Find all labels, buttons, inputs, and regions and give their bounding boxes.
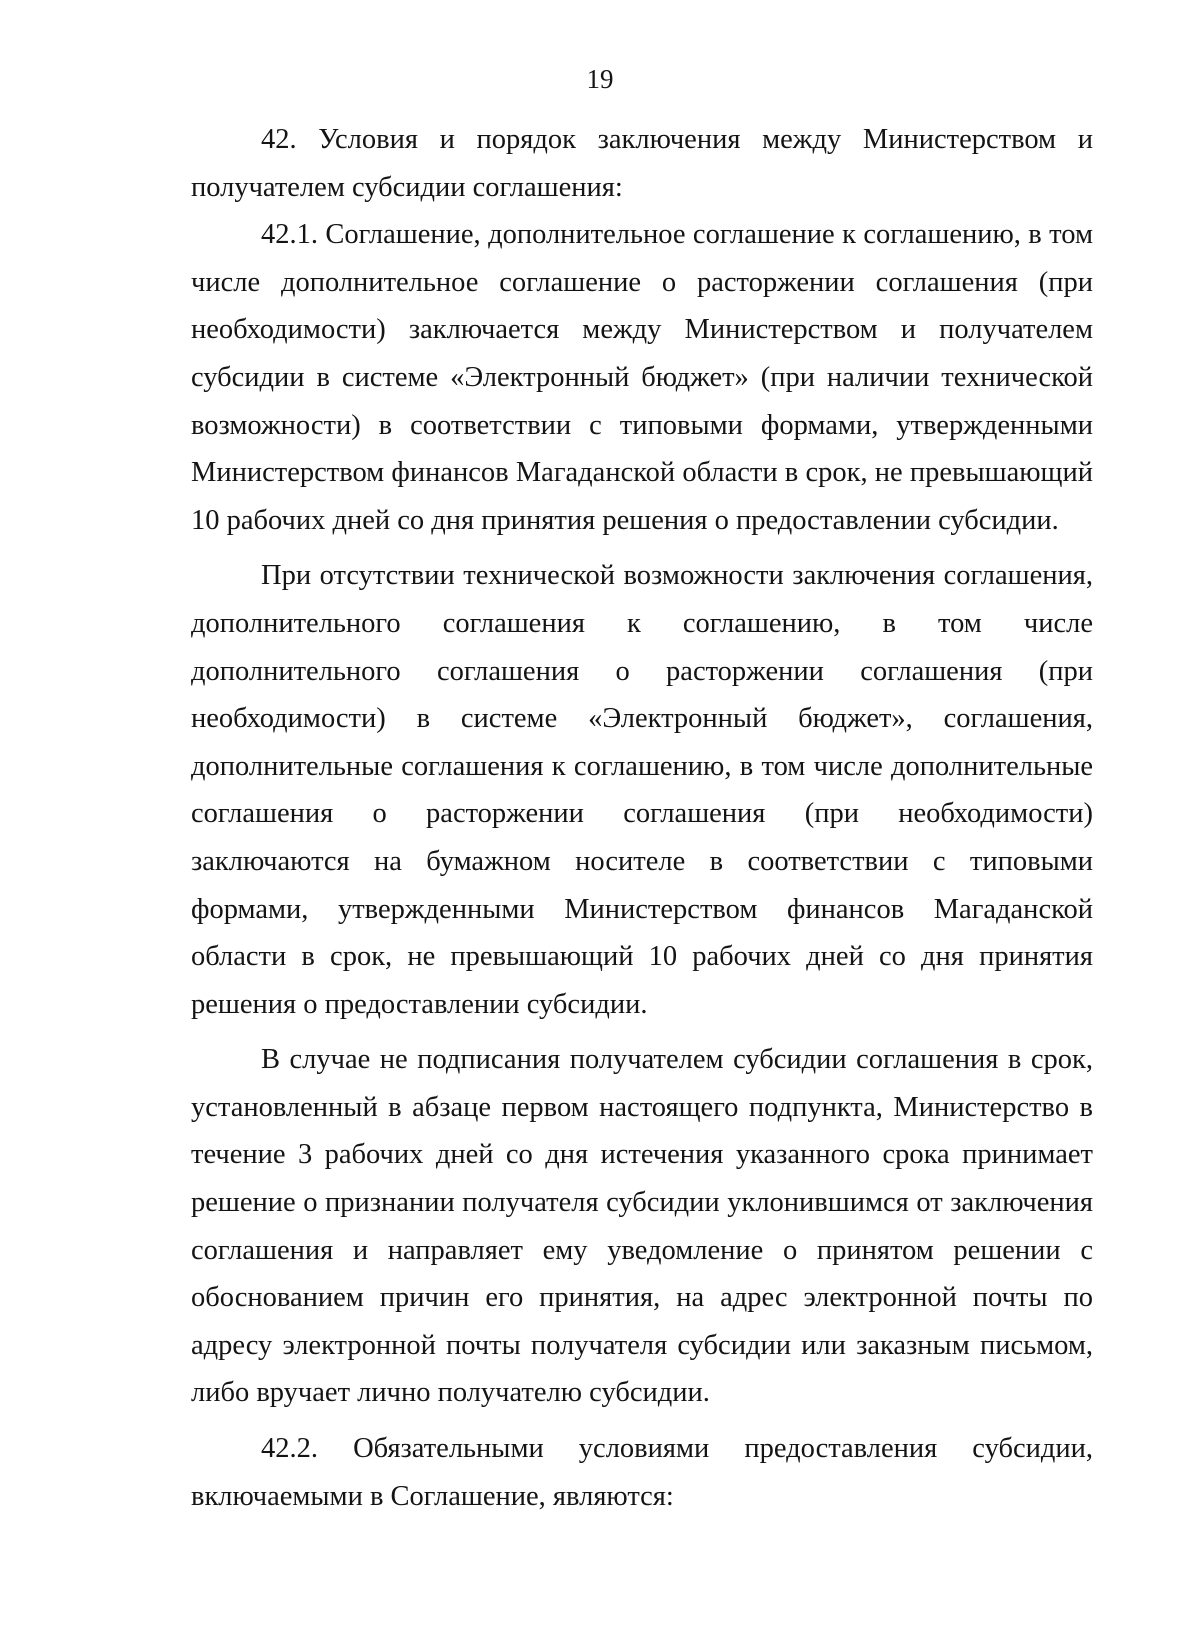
paragraph-not-signed: В случае не подписания получателем субсидии соглашения в срок, установленный в абзаце первом настоящего подпункта, Министерство в течение 3 рабочих дней со дня истечения указанного срока принимает решение о признании получателя субсидии уклонившимся от заключения соглашения и направляет ему уведомление о принятом решении с обоснованием причин его принятия, на адрес электронной почты по адресу электронной почты получателя субсидии или заказным письмом, либо вручает лично получателю субсидии.	[191, 1044, 1093, 1409]
page-number: 19	[586, 64, 614, 94]
paragraph-42: 42. Условия и порядок заключения между Министерством и получателем субсидии соглашения:	[191, 124, 1093, 203]
paragraph-no-technical-possibility: При отсутствии технической возможности заключения соглашения, дополнительного соглашения к соглашению, в том числе дополнительного соглашения о расторжении соглашения (при необходимости) в системе «Электронный бюджет», соглашения, дополнительные соглашения к соглашению, в том числе дополнительные соглашения о расторжении соглашения (при необходимости) заключаются на бумажном носителе в соответствии с типовыми формами, утвержденными Министерством финансов Магаданской области в срок, не превышающий 10 рабочих дней со дня принятия решения о предоставлении субсидии.	[191, 560, 1093, 1020]
document-body	[191, 116, 1093, 1520]
paragraph-42-1: 42.1. Соглашение, дополнительное соглашение к соглашению, в том числе дополнительное соглашение о расторжении соглашения (при необходимости) заключается между Министерством и получателем субсидии в системе «Электронный бюджет» (при наличии технической возможности) в соответствии с типовыми формами, утвержденными Министерством финансов Магаданской области в срок, не превышающий 10 рабочих дней со дня принятия решения о предоставлении субсидии.	[191, 219, 1093, 536]
paragraph-42-2: 42.2. Обязательными условиями предоставления субсидии, включаемыми в Соглашение, являются:	[191, 1433, 1093, 1512]
